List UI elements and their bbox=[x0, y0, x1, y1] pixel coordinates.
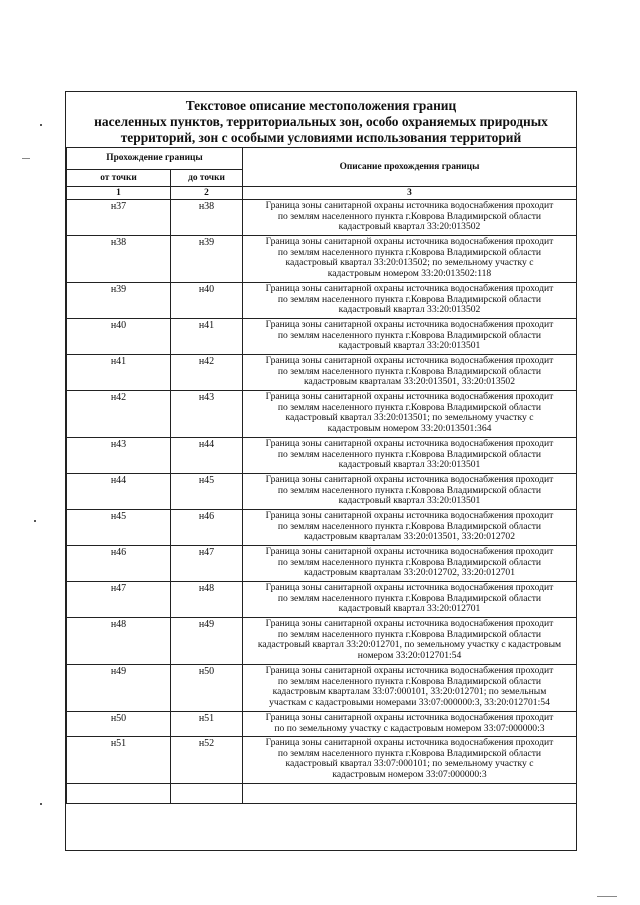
boundary-table bbox=[66, 147, 577, 804]
document-title bbox=[66, 98, 576, 146]
description-cell bbox=[243, 737, 577, 784]
table-row bbox=[67, 391, 577, 438]
to-point-cell: н46 bbox=[171, 510, 243, 546]
description-line: Граница зоны санитарной охраны источника водоснабжения проходит bbox=[265, 438, 554, 449]
description-line: Граница зоны санитарной охраны источника водоснабжения проходит bbox=[265, 582, 554, 593]
header-description: Описание прохождения границы bbox=[243, 148, 577, 187]
table-row bbox=[67, 618, 577, 665]
description-line: кадастровый квартал 33:20:013501 bbox=[338, 495, 481, 507]
description-cell bbox=[243, 712, 577, 737]
from-point-cell: н51 bbox=[67, 737, 171, 784]
description-line: кадастровым кварталам 33:20:013501, 33:20:012702 bbox=[303, 531, 516, 543]
description-cell bbox=[243, 510, 577, 546]
description-line: кадастровый квартал 33:20:013501; по земельному участку с bbox=[285, 412, 534, 424]
from-point-cell: н40 bbox=[67, 319, 171, 355]
description-line: по землям населенного пункта г.Коврова Владимирской области bbox=[277, 365, 542, 377]
description-line: кадастровый квартал 33:20:013502 bbox=[338, 221, 481, 233]
table-body bbox=[67, 148, 577, 804]
header-col-num-1: 1 bbox=[67, 187, 171, 200]
description-line: кадастровый квартал 33:20:013501 bbox=[338, 340, 481, 352]
description-line: по землям населенного пункта г.Коврова Владимирской области bbox=[277, 520, 542, 532]
title-line-2: населенных пунктов, территориальных зон, особо охраняемых природных bbox=[94, 114, 548, 129]
table-row bbox=[67, 737, 577, 784]
scan-dash bbox=[22, 158, 30, 159]
description-line: по землям населенного пункта г.Коврова Владимирской области bbox=[277, 329, 542, 341]
description-line: Граница зоны санитарной охраны источника водоснабжения проходит bbox=[265, 712, 554, 723]
description-line: Граница зоны санитарной охраны источника водоснабжения проходит bbox=[265, 200, 554, 211]
from-point-cell: н38 bbox=[67, 236, 171, 283]
description-line: Граница зоны санитарной охраны источника водоснабжения проходит bbox=[265, 236, 554, 247]
description-line: кадастровый квартал 33:20:012701 bbox=[338, 603, 481, 615]
description-line: по землям населенного пункта г.Коврова Владимирской области bbox=[277, 484, 542, 496]
description-line: Граница зоны санитарной охраны источника водоснабжения проходит bbox=[265, 665, 554, 676]
description-line: участкам с кадастровыми номерами 33:07:000000:3, 33:20:012701:54 bbox=[269, 696, 550, 708]
description-cell bbox=[243, 283, 577, 319]
description-cell bbox=[243, 355, 577, 391]
document-frame bbox=[65, 91, 577, 851]
from-point-cell: н49 bbox=[67, 665, 171, 712]
description-line: кадастровым кварталам 33:20:013501, 33:20:013502 bbox=[303, 376, 516, 388]
from-point-cell: н47 bbox=[67, 582, 171, 618]
description-line: Граница зоны санитарной охраны источника водоснабжения проходит bbox=[265, 391, 554, 402]
header-col-num-2: 2 bbox=[171, 187, 243, 200]
description-cell bbox=[243, 546, 577, 582]
empty-cell bbox=[243, 784, 577, 804]
description-line: по землям населенного пункта г.Коврова Владимирской области bbox=[277, 401, 542, 413]
scan-speck bbox=[34, 520, 36, 522]
to-point-cell: н45 bbox=[171, 474, 243, 510]
description-line: Граница зоны санитарной охраны источника водоснабжения проходит bbox=[265, 618, 554, 629]
description-line: Граница зоны санитарной охраны источника водоснабжения проходит bbox=[265, 510, 554, 521]
description-line: кадастровым кварталам 33:20:012702, 33:20:012701 bbox=[303, 567, 516, 579]
description-line: по землям населенного пункта г.Коврова Владимирской области bbox=[277, 628, 542, 640]
description-cell bbox=[243, 200, 577, 236]
description-line: Граница зоны санитарной охраны источника водоснабжения проходит bbox=[265, 474, 554, 485]
description-line: кадастровым кварталам 33:07:000101, 33:20:012701; по земельным bbox=[272, 686, 547, 698]
description-line: по землям населенного пункта г.Коврова Владимирской области bbox=[277, 592, 542, 604]
from-point-cell: н42 bbox=[67, 391, 171, 438]
header-to-point: до точки bbox=[171, 170, 243, 187]
description-line: кадастровый квартал 33:20:013501 bbox=[338, 459, 481, 471]
from-point-cell: н37 bbox=[67, 200, 171, 236]
from-point-cell: н44 bbox=[67, 474, 171, 510]
description-line: кадастровый квартал 33:20:013502; по земельному участку с bbox=[285, 257, 534, 269]
description-line: по землям населенного пункта г.Коврова Владимирской области bbox=[277, 747, 542, 759]
to-point-cell: н39 bbox=[171, 236, 243, 283]
scan-dash bbox=[597, 896, 617, 897]
description-cell bbox=[243, 319, 577, 355]
scan-speck bbox=[40, 124, 42, 126]
from-point-cell: н41 bbox=[67, 355, 171, 391]
to-point-cell: н52 bbox=[171, 737, 243, 784]
table-row bbox=[67, 582, 577, 618]
to-point-cell: н48 bbox=[171, 582, 243, 618]
from-point-cell: н48 bbox=[67, 618, 171, 665]
table-row bbox=[67, 665, 577, 712]
from-point-cell: н39 bbox=[67, 283, 171, 319]
table-row bbox=[67, 438, 577, 474]
filler-row bbox=[67, 784, 577, 804]
to-point-cell: н51 bbox=[171, 712, 243, 737]
description-cell bbox=[243, 391, 577, 438]
title-line-3: территорий, зон с особыми условиями использования территорий bbox=[120, 130, 522, 145]
to-point-cell: н38 bbox=[171, 200, 243, 236]
description-line: по землям населенного пункта г.Коврова Владимирской области bbox=[277, 293, 542, 305]
description-line: Граница зоны санитарной охраны источника водоснабжения проходит bbox=[265, 319, 554, 330]
from-point-cell: н50 bbox=[67, 712, 171, 737]
description-cell bbox=[243, 438, 577, 474]
from-point-cell: н45 bbox=[67, 510, 171, 546]
description-cell bbox=[243, 665, 577, 712]
to-point-cell: н47 bbox=[171, 546, 243, 582]
description-line: Граница зоны санитарной охраны источника водоснабжения проходит bbox=[265, 737, 554, 748]
description-cell bbox=[243, 474, 577, 510]
description-line: по землям населенного пункта г.Коврова Владимирской области bbox=[277, 246, 542, 258]
table-row bbox=[67, 546, 577, 582]
description-line: кадастровым номером 33:20:013501:364 bbox=[327, 422, 492, 434]
description-line: Граница зоны санитарной охраны источника водоснабжения проходит bbox=[265, 546, 554, 557]
to-point-cell: н49 bbox=[171, 618, 243, 665]
table-row bbox=[67, 355, 577, 391]
table-row bbox=[67, 712, 577, 737]
description-cell bbox=[243, 582, 577, 618]
table-row bbox=[67, 200, 577, 236]
to-point-cell: н40 bbox=[171, 283, 243, 319]
table-row bbox=[67, 236, 577, 283]
scan-speck bbox=[40, 803, 42, 805]
description-line: кадастровым номером 33:20:013502:118 bbox=[327, 267, 492, 279]
description-line: Граница зоны санитарной охраны источника водоснабжения проходит bbox=[265, 283, 554, 294]
header-from-point: от точки bbox=[67, 170, 171, 187]
from-point-cell: н43 bbox=[67, 438, 171, 474]
header-col-num-3: 3 bbox=[243, 187, 577, 200]
description-cell bbox=[243, 236, 577, 283]
to-point-cell: н42 bbox=[171, 355, 243, 391]
description-line: по землям населенного пункта г.Коврова Владимирской области bbox=[277, 556, 542, 568]
description-line: по землям населенного пункта г.Коврова Владимирской области bbox=[277, 448, 542, 460]
to-point-cell: н43 bbox=[171, 391, 243, 438]
table-row bbox=[67, 319, 577, 355]
description-line: кадастровым номером 33:07:000000:3 bbox=[332, 768, 487, 780]
description-line: по землям населенного пункта г.Коврова Владимирской области bbox=[277, 210, 542, 222]
description-cell bbox=[243, 618, 577, 665]
table-row bbox=[67, 474, 577, 510]
description-line: по по земельному участку с кадастровым номером 33:07:000000:3 bbox=[274, 722, 545, 734]
description-line: кадастровый квартал 33:20:013502 bbox=[338, 304, 481, 316]
to-point-cell: н50 bbox=[171, 665, 243, 712]
description-line: кадастровый квартал 33:07:000101; по земельному участку с bbox=[285, 758, 534, 770]
description-line: номером 33:20:012701:54 bbox=[357, 649, 462, 661]
table-row bbox=[67, 283, 577, 319]
table-row bbox=[67, 510, 577, 546]
description-line: кадастровый квартал 33:20:012701, по земельному участку с кадастровым bbox=[257, 639, 562, 651]
title-line-1: Текстовое описание местоположения границ bbox=[185, 98, 457, 113]
description-line: по землям населенного пункта г.Коврова Владимирской области bbox=[277, 675, 542, 687]
header-passage: Прохождение границы bbox=[67, 148, 243, 170]
empty-cell bbox=[171, 784, 243, 804]
to-point-cell: н41 bbox=[171, 319, 243, 355]
from-point-cell: н46 bbox=[67, 546, 171, 582]
empty-cell bbox=[67, 784, 171, 804]
to-point-cell: н44 bbox=[171, 438, 243, 474]
description-line: Граница зоны санитарной охраны источника водоснабжения проходит bbox=[265, 355, 554, 366]
